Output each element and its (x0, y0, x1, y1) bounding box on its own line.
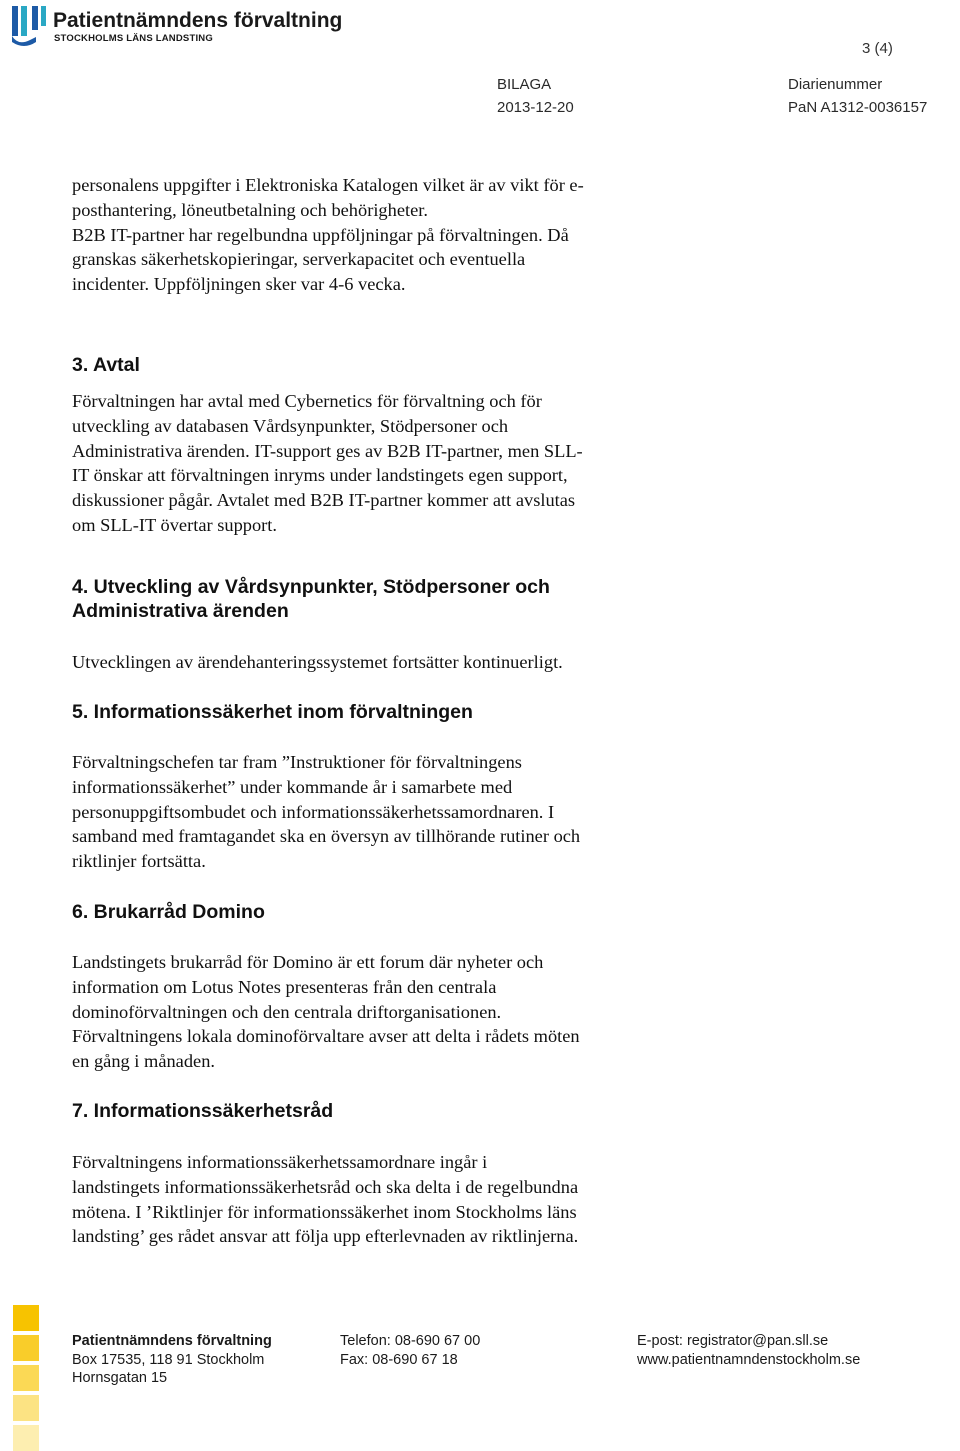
section-informationssakerhetsrad-text (72, 1150, 772, 1249)
section-heading-informationssakerhet (72, 700, 473, 724)
heading-line: 4. Utveckling av Vårdsynpunkter, Stödpersoner och (72, 576, 550, 598)
section-brukarrad-text (72, 950, 772, 1074)
org-logo (8, 4, 348, 48)
landsting-logo-icon (8, 4, 48, 46)
text-line: personalens uppgifter i Elektroniska Katalogen vilket är av vikt för e- (72, 175, 584, 195)
text-line: om SLL-IT övertar support. (72, 514, 277, 535)
text-line: Förvaltningschefen tar fram ”Instruktioner för förvaltningens (72, 752, 522, 772)
text-line: mötena. I ’Riktlinjer för informationssäkerhet inom Stockholms läns (72, 1201, 577, 1222)
text-line: utveckling av databasen Vårdsynpunkter, Stödpersoner och (72, 415, 509, 436)
footer-fax: Fax: 08-690 67 18 (340, 1352, 458, 1368)
footer-phone: Telefon: 08-690 67 00 (340, 1333, 481, 1349)
text-line: Utvecklingen av ärendehanteringssystemet fortsätter kontinuerligt. (72, 652, 563, 672)
heading-line: 5. Informationssäkerhet inom förvaltningen (72, 701, 473, 723)
text-line: granskas säkerhetskopieringar, serverkapacitet och eventuella (72, 249, 526, 270)
text-line: informationssäkerhet” under kommande år i samarbete med (72, 776, 513, 797)
page-number: 3 (4) (862, 40, 893, 57)
text-line: Förvaltningens lokala dominoförvaltare avser att delta i rådets möten (72, 1026, 580, 1047)
intro-paragraph (72, 173, 772, 297)
section-informationssakerhet-text (72, 750, 772, 874)
text-line: samband med framtagandet ska en översyn av tillhörande rutiner och (72, 826, 581, 847)
footer-org: Patientnämndens förvaltning (72, 1333, 272, 1349)
footer-square (13, 1365, 39, 1391)
text-line: diskussioner pågår. Avtalet med B2B IT-partner kommer att avslutas (72, 490, 576, 511)
footer-email: E-post: registrator@pan.sll.se (637, 1333, 829, 1349)
org-name: Patientnämndens förvaltning (53, 9, 343, 32)
bilaga-date: 2013-12-20 (497, 99, 574, 116)
diarienummer-value: PaN A1312-0036157 (788, 99, 928, 116)
footer-square (13, 1335, 39, 1361)
footer-website: www.patientnamndenstockholm.se (637, 1352, 861, 1368)
text-line: information om Lotus Notes presenteras från den centrala (72, 976, 497, 997)
text-line: Förvaltningens informationssäkerhetssamordnare ingår i (72, 1152, 488, 1172)
section-avtal-text (72, 389, 772, 538)
section-heading-avtal (72, 353, 140, 377)
text-line: landstingets informationssäkerhetsråd och ska delta i de regelbundna (72, 1176, 579, 1197)
heading-line: 7. Informationssäkerhetsråd (72, 1100, 334, 1122)
text-line: riktlinjer fortsätta. (72, 851, 206, 872)
heading-line: 3. Avtal (72, 354, 140, 376)
section-utveckling-text (72, 650, 772, 675)
text-line: posthantering, löneutbetalning och behörigheter. (72, 199, 428, 220)
text-line: Administrativa ärenden. IT-support ges av B2B IT-partner, men SLL- (72, 440, 583, 461)
text-line: landsting’ ges rådet ansvar att följa upp efterlevnaden av riktlinjerna. (72, 1226, 579, 1247)
section-heading-informationssakerhetsrad (72, 1099, 333, 1123)
org-subtitle: STOCKHOLMS LÄNS LANDSTING (54, 33, 213, 44)
text-line: dominoförvaltningen och den centrala driftorganisationen. (72, 1001, 502, 1022)
section-heading-utveckling (72, 575, 550, 623)
text-line: incidenter. Uppföljningen sker var 4-6 vecka. (72, 274, 406, 295)
heading-line: 6. Brukarråd Domino (72, 901, 265, 923)
footer-square (13, 1395, 39, 1421)
footer-square (13, 1305, 39, 1331)
text-line: IT önskar att förvaltningen inryms under landstingets egen support, (72, 465, 568, 486)
section-heading-brukarrad (72, 900, 265, 924)
footer-address: Box 17535, 118 91 Stockholm (72, 1352, 265, 1368)
footer-street: Hornsgatan 15 (72, 1370, 168, 1386)
text-line: B2B IT-partner har regelbundna uppföljningar på förvaltningen. Då (72, 224, 569, 245)
heading-line: Administrativa ärenden (72, 600, 289, 622)
footer-square (13, 1425, 39, 1451)
diarienummer-label: Diarienummer (788, 76, 883, 93)
text-line: Förvaltningen har avtal med Cybernetics för förvaltning och för (72, 391, 542, 411)
footer-color-squares (13, 1305, 39, 1451)
text-line: en gång i månaden. (72, 1051, 215, 1072)
bilaga-label: BILAGA (497, 76, 552, 93)
text-line: Landstingets brukarråd för Domino är ett forum där nyheter och (72, 952, 544, 972)
text-line: personuppgiftsombudet och informationssäkerhetssamordnaren. I (72, 801, 555, 822)
